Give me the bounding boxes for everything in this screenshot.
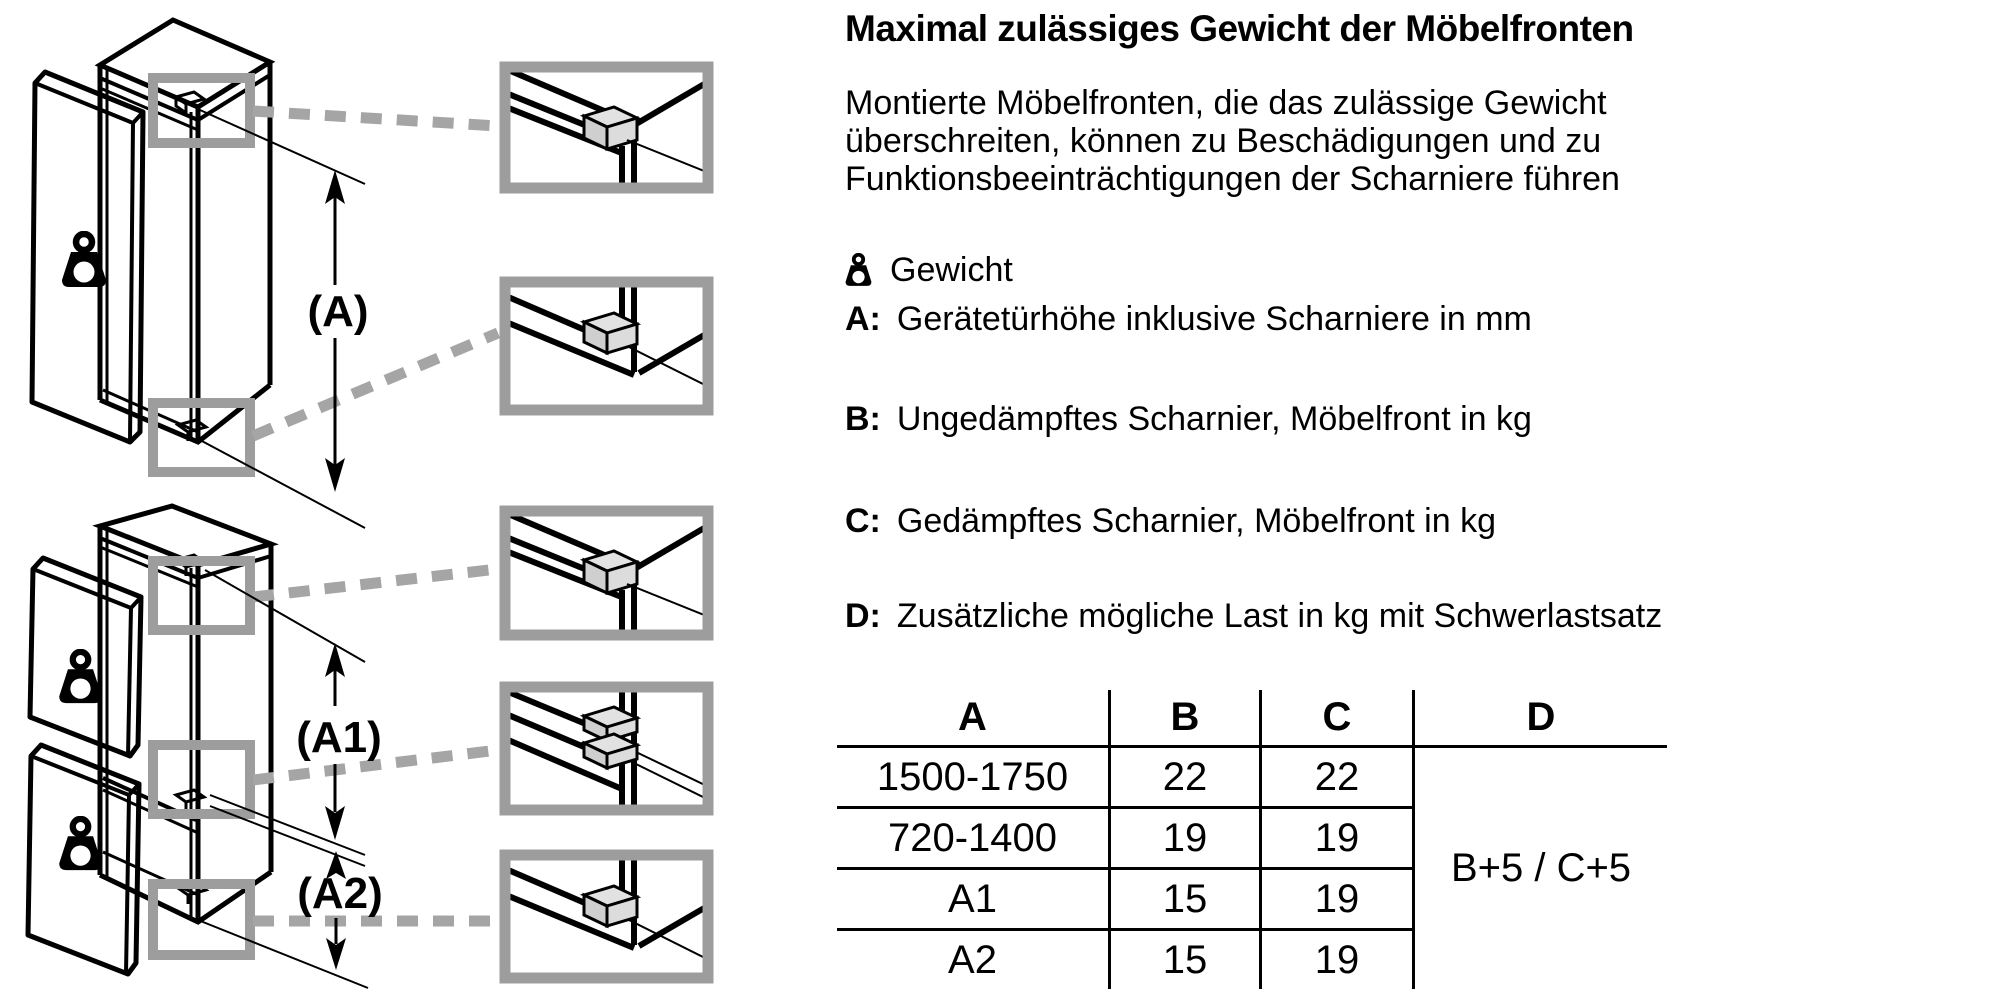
installation-diagram	[0, 0, 740, 1000]
cell-a: A1	[837, 869, 1110, 930]
paragraph-line: Montierte Möbelfronten, die das zulässige Gewicht	[845, 84, 1607, 122]
weight-icon	[845, 253, 872, 296]
cell-c: 22	[1261, 747, 1414, 808]
legend-item-A	[845, 300, 1532, 339]
leader-dashed-top	[253, 111, 498, 126]
legend-weight-label: Gewicht	[890, 251, 1013, 289]
cell-c: 19	[1261, 869, 1414, 930]
figure-two-door-appliance	[28, 506, 498, 988]
leader-dashed-top-2	[253, 569, 498, 597]
col-header-D: D	[1414, 690, 1668, 747]
col-header-B: B	[1110, 690, 1261, 747]
legend-item-C	[845, 502, 1496, 541]
cell-a: 1500-1750	[837, 747, 1110, 808]
col-header-A: A	[837, 690, 1110, 747]
detail-box-top-hinge-2	[505, 511, 711, 635]
figure-single-door-appliance	[32, 20, 498, 528]
table-row	[837, 747, 1667, 808]
cell-c: 19	[1261, 808, 1414, 869]
detail-box-bottom-hinge	[505, 282, 711, 410]
cell-b: 22	[1110, 747, 1261, 808]
cell-b: 15	[1110, 869, 1261, 930]
dimension-A2	[297, 851, 383, 970]
cell-b: 15	[1110, 930, 1261, 990]
dimension-label-A1: (A1)	[296, 713, 382, 762]
intro-paragraph	[845, 84, 1620, 198]
dimension-A	[307, 170, 368, 492]
detail-box-middle-hinge-2	[505, 687, 709, 810]
cell-a: 720-1400	[837, 808, 1110, 869]
legend-key: B:	[845, 400, 881, 438]
dimension-label-A2: (A2)	[297, 869, 383, 918]
legend-text: Ungedämpftes Scharnier, Möbelfront in kg	[896, 400, 1532, 438]
detail-box-bottom-hinge-2	[505, 855, 711, 978]
legend-key: C:	[845, 502, 881, 540]
legend-item-D	[845, 597, 1662, 636]
page-title: Maximal zulässiges Gewicht der Möbelfronten	[845, 8, 1634, 49]
cell-b: 19	[1110, 808, 1261, 869]
dimension-label-A: (A)	[307, 287, 369, 336]
legend-item-B	[845, 400, 1532, 439]
appliance-cabinet	[100, 20, 270, 442]
legend-key: A:	[845, 300, 881, 338]
legend-text: Gedämpftes Scharnier, Möbelfront in kg	[896, 502, 1496, 540]
leader-dashed-bottom	[253, 333, 498, 436]
dimension-A1	[296, 643, 382, 840]
col-header-C: C	[1261, 690, 1414, 747]
paragraph-line: Funktionsbeeinträchtigungen der Scharniere führen	[845, 160, 1620, 198]
legend-key: D:	[845, 597, 881, 635]
legend-text: Zusätzliche mögliche Last in kg mit Schwerlastsatz	[896, 597, 1663, 635]
legend-weight	[845, 251, 1013, 296]
paragraph-line: überschreiten, können zu Beschädigungen und zu	[845, 122, 1602, 160]
detail-box-top-hinge	[505, 67, 711, 191]
table-header-row	[837, 690, 1667, 747]
cell-c: 19	[1261, 930, 1414, 990]
weight-limits-table	[837, 690, 1667, 989]
weight-icon	[59, 819, 101, 870]
cell-d-merged: B+5 / C+5	[1414, 747, 1668, 990]
cell-a: A2	[948, 937, 997, 982]
legend-text: Gerätetürhöhe inklusive Scharniere in mm	[896, 300, 1532, 338]
weight-icon	[59, 652, 101, 703]
